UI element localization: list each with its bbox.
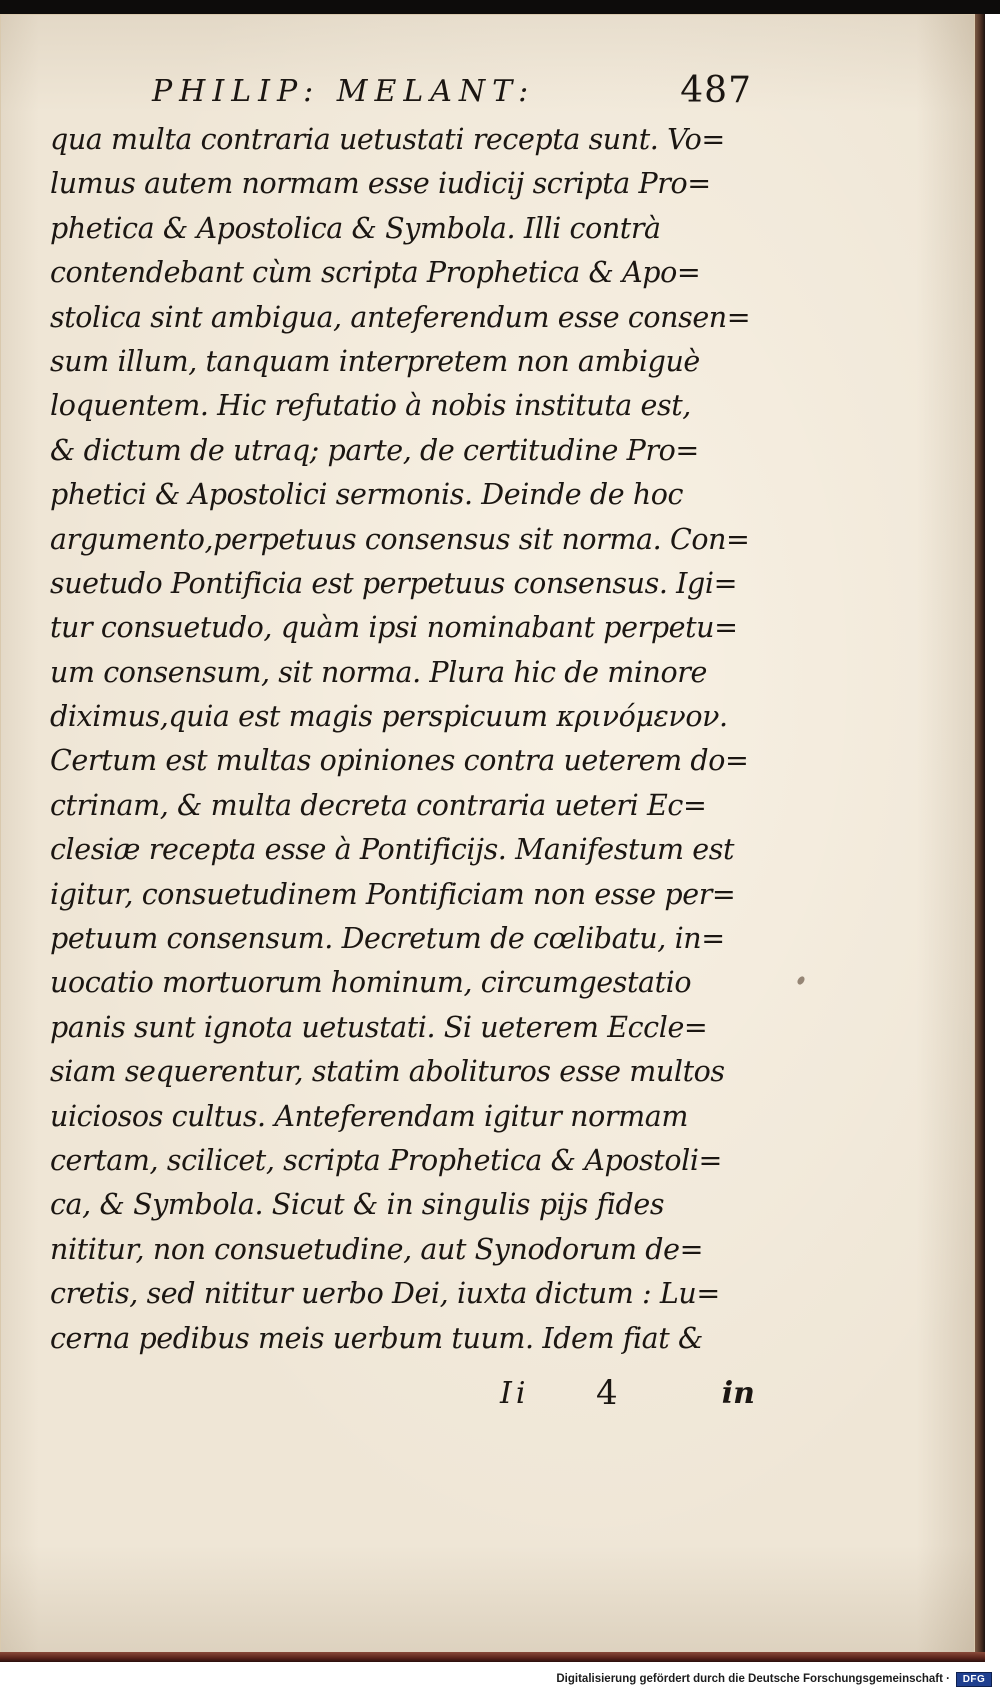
text-line: siam sequerentur, statim abolituros esse multos bbox=[50, 1055, 725, 1089]
text-line: & dictum de utraq; parte, de certitudine Pro= bbox=[50, 433, 699, 467]
text-line: clesiæ recepta esse à Pontificijs. Manifestum est bbox=[50, 833, 735, 867]
text-line: phetica & Apostolica & Symbola. Illi contrà bbox=[50, 211, 661, 245]
text-line: loquentem. Hic refutatio à nobis instituta est, bbox=[50, 389, 691, 423]
text-line: nititur, non consuetudine, aut Synodorum de= bbox=[50, 1232, 704, 1266]
text-line: ca, & Symbola. Sicut & in singulis pijs fides bbox=[50, 1188, 665, 1222]
text-line: stolica sint ambigua, anteferendum esse consen= bbox=[50, 300, 751, 334]
text-line: diximus,quia est magis perspicuum κρινόμενον. bbox=[50, 700, 728, 734]
page-right-edge bbox=[975, 14, 985, 1660]
text-line: Certum est multas opiniones contra ueterem do= bbox=[50, 744, 749, 778]
text-line: cretis, sed nititur uerbo Dei, iuxta dictum : Lu= bbox=[50, 1277, 720, 1311]
running-head bbox=[152, 70, 752, 120]
text-line: uiciosos cultus. Anteferendam igitur normam bbox=[50, 1099, 688, 1133]
text-line: cerna pedibus meis uerbum tuum. Idem fiat & bbox=[50, 1321, 703, 1355]
text-line: certam, scilicet, scripta Prophetica & Apostoli= bbox=[50, 1143, 723, 1177]
text-line: ctrinam, & multa decreta contraria ueteri Ec= bbox=[50, 788, 707, 822]
text-line: tur consuetudo, quàm ipsi nominabant perpetu= bbox=[50, 611, 738, 645]
running-head-title: PHILIP: MELANT: bbox=[152, 74, 536, 109]
digitization-credit: Digitalisierung gefördert durch die Deutsche Forschungsgemeinschaft · bbox=[556, 1673, 950, 1685]
text-line: lumus autem normam esse iudicij scripta Pro= bbox=[50, 167, 711, 201]
signature-number: 4 bbox=[596, 1373, 618, 1413]
text-line: panis sunt ignota uetustati. Si ueterem Eccle= bbox=[50, 1010, 708, 1044]
text-line: petuum consensum. Decretum de cœlibatu, in= bbox=[50, 922, 725, 956]
text-line: uocatio mortuorum hominum, circumgestatio bbox=[50, 966, 692, 1000]
text-line: suetudo Pontificia est perpetuus consensus. Igi= bbox=[50, 566, 738, 600]
scan-top-border bbox=[0, 0, 1000, 14]
text-line: argumento,perpetuus consensus sit norma. Con= bbox=[50, 522, 750, 556]
signature-line bbox=[500, 1373, 755, 1422]
catchword: in bbox=[721, 1376, 755, 1411]
text-line: qua multa contraria uetustati recepta sunt. Vo= bbox=[50, 123, 725, 156]
text-line: phetici & Apostolici sermonis. Deinde de hoc bbox=[50, 478, 684, 512]
dfg-logo-icon: DFG bbox=[956, 1672, 992, 1687]
body-text bbox=[50, 118, 755, 1361]
text-line: igitur, consuetudinem Pontificiam non esse per= bbox=[50, 877, 736, 911]
text-line: sum illum, tanquam interpretem non ambiguè bbox=[50, 344, 700, 378]
signature-mark: Ii bbox=[500, 1376, 530, 1411]
page-number: 487 bbox=[680, 70, 752, 111]
text-line: contendebant cùm scripta Prophetica & Apo= bbox=[50, 256, 701, 290]
text-line: um consensum, sit norma. Plura hic de minore bbox=[50, 655, 707, 689]
page-bottom-edge bbox=[0, 1652, 985, 1662]
